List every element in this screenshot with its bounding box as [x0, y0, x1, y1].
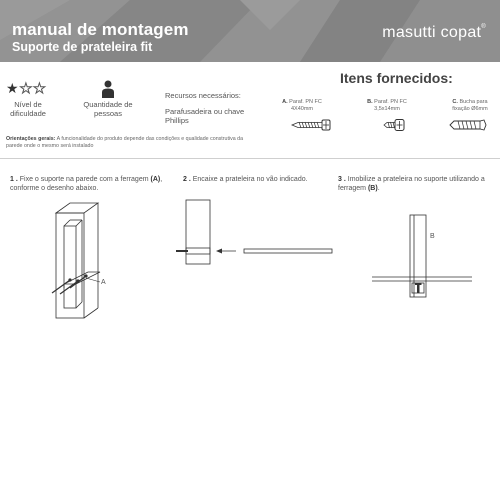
step-3-instruction: 3 . Imobilize a prateleira no suporte utilizando a ferragem (B). — [338, 176, 485, 192]
manual-title: manual de montagem — [12, 20, 189, 39]
wall-plug-icon — [448, 119, 488, 131]
difficulty-stars — [6, 80, 47, 97]
person-icon — [100, 80, 116, 98]
short-screw-icon — [382, 118, 406, 132]
people-label: Quantidade de pessoas — [83, 100, 133, 118]
step-1-part-callout: A — [101, 279, 106, 286]
supplied-items-title: Itens fornecidos: — [340, 70, 453, 86]
resources-tools: Parafusadeira ou chave Phillips — [165, 107, 245, 125]
step-3-diagram — [372, 213, 472, 303]
star-empty-icon: ★ — [19, 80, 34, 96]
step-2-instruction: 2 . Encaixe a prateleira no vão indicado. — [183, 176, 308, 183]
step-1-instruction: 1 . Fixe o suporte na parede com a ferragem (A), conforme o desenho abaixo. — [10, 176, 163, 192]
header-banner — [0, 0, 500, 62]
brand-logo: masutti copat® — [382, 24, 486, 41]
step-3-part-callout: B — [430, 233, 435, 240]
step-2-diagram — [176, 198, 336, 268]
product-subtitle: Suporte de prateleira fit — [12, 40, 153, 54]
section-divider — [0, 158, 500, 159]
difficulty-label: Nível de dificuldade — [10, 100, 46, 118]
resources-title: Recursos necessários: — [165, 91, 241, 100]
part-a-label: A. Paraf. PN FC 4X40mm — [282, 99, 322, 112]
star-empty-icon: ★ — [33, 80, 47, 96]
general-guidelines: Orientações gerais: A funcionalidade do produto depende das condições e qualidade construtiva da parede onde o mesmo será instalado — [6, 136, 244, 149]
long-screw-icon — [290, 118, 332, 132]
part-c-label: C. Bucha para fixação Ø6mm — [452, 99, 488, 112]
star-filled-icon: ★ — [6, 80, 20, 96]
step-1-diagram — [40, 198, 120, 318]
part-b-label: B. Paraf. PN FC 3,5x14mm — [367, 99, 407, 112]
